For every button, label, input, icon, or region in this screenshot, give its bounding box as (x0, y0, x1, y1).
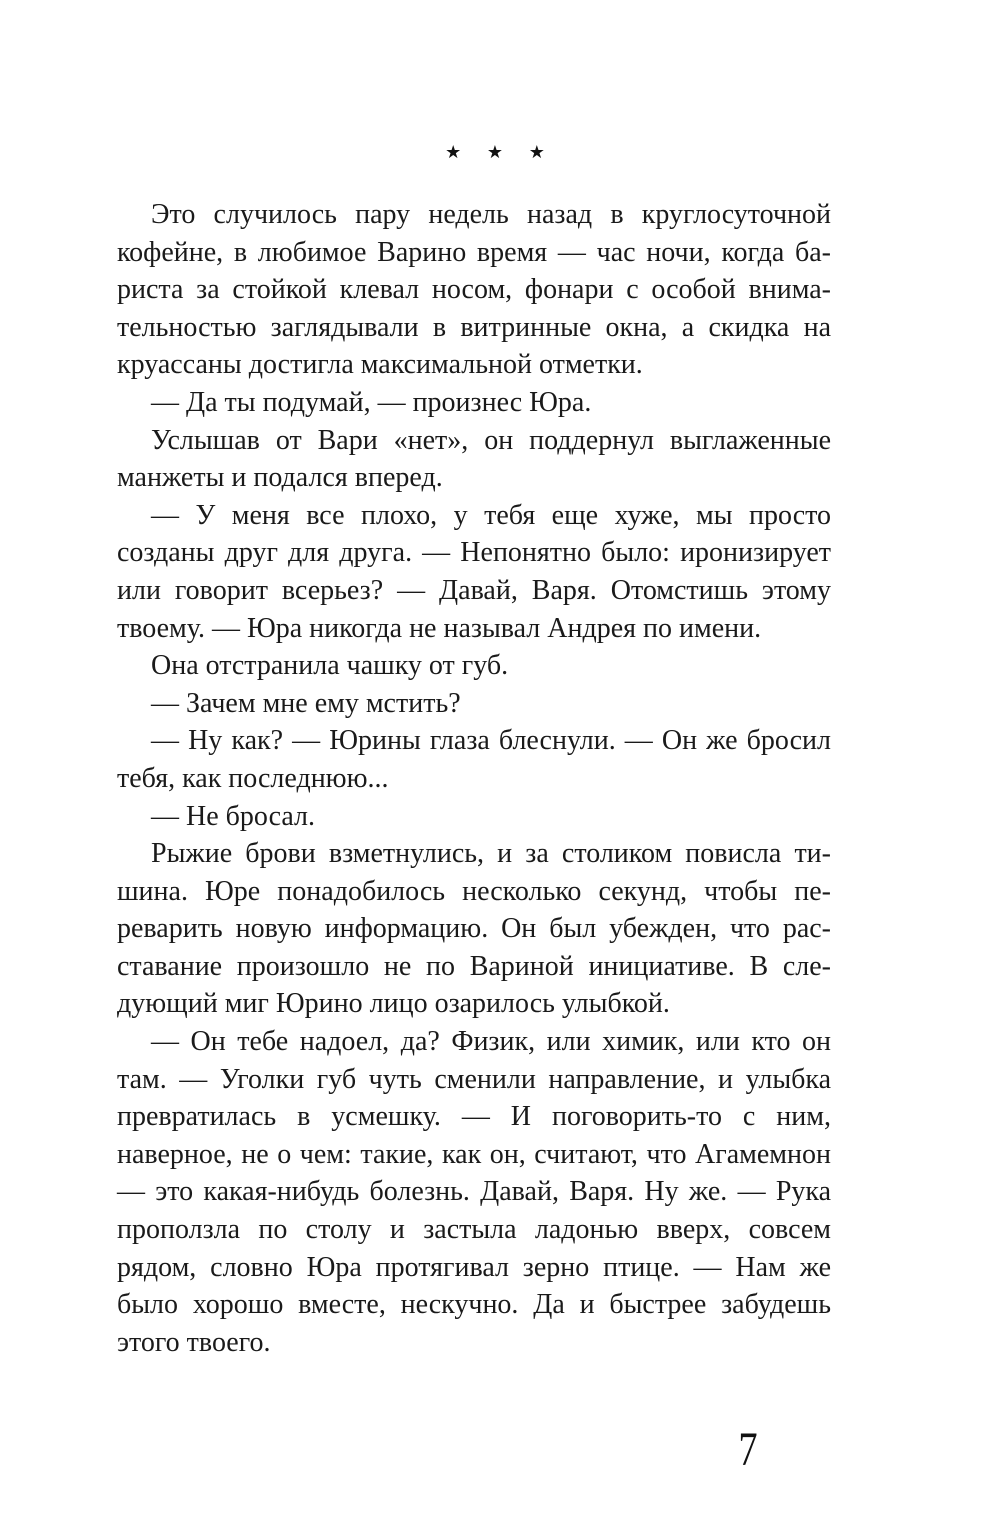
paragraph: Рыжие брови взметнулись, и за столиком повисла тишина. Юре понадобилось несколько секунд, чтобы переварить новую информацию. Он был убежден, что расставание произошло не по Вариной инициативе. В следующий миг Юрино лицо озарилось улыбкой. (117, 838, 831, 1020)
body-text (117, 196, 831, 1361)
paragraph: — Не бросал. (151, 800, 316, 832)
paragraph: Это случилось пару недель назад в круглосуточной кофейне, в любимое Варино время — час ночи, когда бариста за стойкой клевал носом, фонари с особой внимательностью заглядывали в витринные окна, а скидка на круассаны достигла максимальной отметки. (117, 199, 831, 381)
paragraph: — Да ты подумай, — произнес Юра. (151, 386, 592, 418)
paragraph: — Ну как? — Юрины глаза блеснули. — Он же бросил тебя, как последнюю... (117, 725, 831, 794)
page-number: 7 (738, 1423, 758, 1476)
paragraph: — Он тебе надоел, да? Физик, или химик, или кто он там. — Уголки губ чуть сменили направление, и улыбка превратилась в усмешку. — И поговорить-то с ним, наверное, не о чем: такие, как он, считают, что Агамемнон — это какая-нибудь болезнь. Давай, Варя. Ну же. — Рука проползла по столу и застыла ладонью вверх, совсем рядом, словно Юра протягивал зерно птице. — Нам же было хорошо вместе, нескучно. Да и быстрее забудешь этого твоего. (117, 1026, 831, 1358)
paragraph: — Зачем мне ему мстить? (151, 687, 461, 719)
paragraph: Она отстранила чашку от губ. (151, 650, 509, 682)
paragraph: Услышав от Вари «нет», он поддернул выглаженные манжеты и подался вперед. (117, 424, 831, 494)
section-divider: ★ ★ ★ (445, 142, 555, 163)
paragraph: — У меня все плохо, у тебя еще хуже, мы просто созданы друг для друга. — Непонятно было: иронизирует или говорит всерьез? — Давай, Варя. Отомстишь этому твоему. — Юра никогда не называл Андрея по имени. (117, 499, 831, 644)
